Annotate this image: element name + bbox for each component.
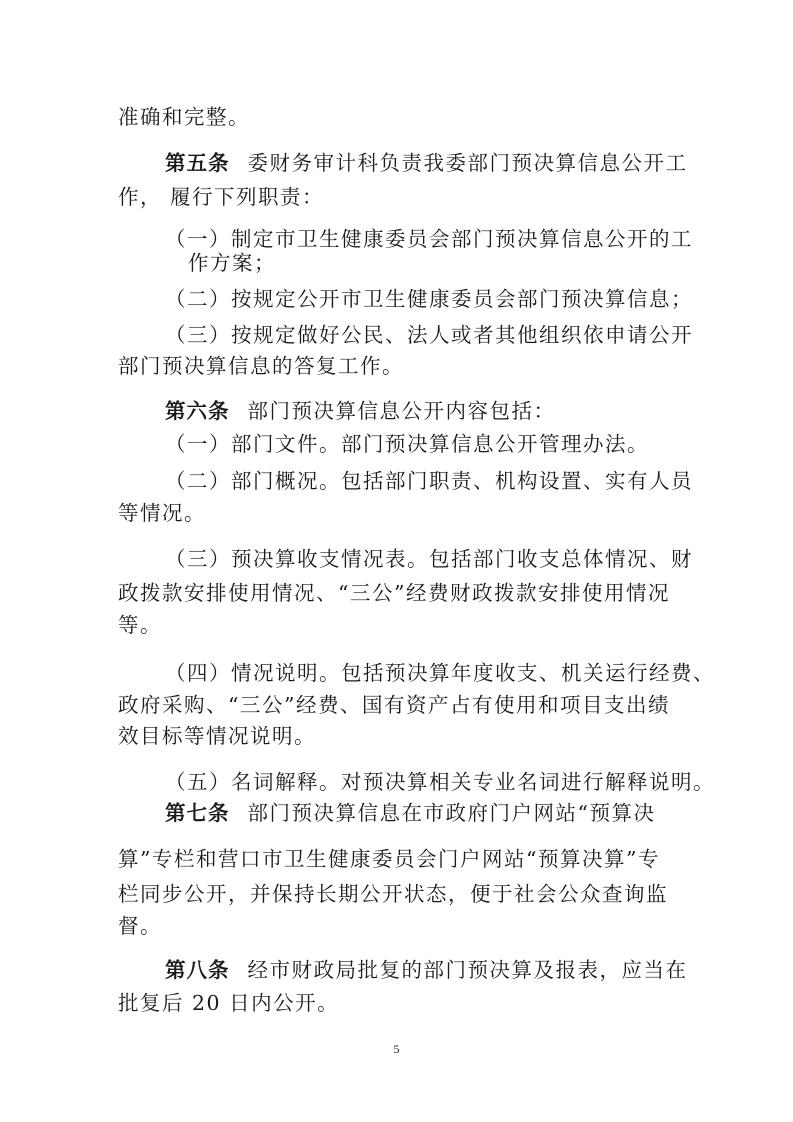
article-line: 第八条 经市财政局批复的部门预决算及报表，应当在: [165, 958, 688, 982]
article-heading: 第七条: [165, 801, 230, 825]
text-line: （一）制定市卫生健康委员会部门预决算信息公开的工: [165, 227, 693, 251]
text-line: （二）部门概况。包括部门职责、机构设置、实有人员: [165, 469, 693, 493]
text-line: 部门预决算信息的答复工作。: [118, 354, 404, 378]
text-line: 等。: [118, 613, 162, 637]
text-line: （一）部门文件。部门预决算信息公开管理办法。: [165, 432, 649, 456]
text-line: 效目标等情况说明。: [118, 724, 316, 748]
text-line: 批复后 20 日内公开。: [118, 991, 340, 1015]
text-line: 算”专栏和营口市卫生健康委员会门户网站“预算决算”专: [118, 847, 660, 871]
article-line: 第七条 部门预决算信息在市政府门户网站“预算决: [165, 801, 656, 825]
text-line: 督。: [118, 914, 162, 938]
text-line: 政拨款安排使用情况、“三公”经费财政拨款安排使用情况: [118, 581, 670, 605]
article-line: 第六条 部门预决算信息公开内容包括：: [165, 399, 556, 423]
text-line: 作， 履行下列职责：: [118, 185, 325, 209]
text-line: 栏同步公开，并保持长期公开状态，便于社会公众查询监: [118, 882, 668, 906]
page-number: 5: [393, 1042, 400, 1056]
text-line: （四）情况说明。包括预决算年度收支、机关运行经费、: [165, 661, 715, 685]
text-line: 作方案；: [188, 251, 276, 275]
article-heading: 第六条: [165, 399, 230, 423]
text-line: 准确和完整。: [118, 105, 250, 129]
text-line: （二）按规定公开市卫生健康委员会部门预决算信息；: [165, 287, 693, 311]
text-line: 政府采购、“三公”经费、国有资产占有使用和项目支出绩: [118, 693, 670, 717]
text-line: （三）预决算收支情况表。包括部门收支总体情况、财: [165, 547, 693, 571]
text-line: 等情况。: [118, 501, 206, 525]
article-heading: 第八条: [165, 958, 230, 982]
article-heading: 第五条: [165, 151, 230, 175]
text-line: （五）名词解释。对预决算相关专业名词进行解释说明。: [165, 770, 715, 794]
article-line: 第五条 委财务审计科负责我委部门预决算信息公开工: [165, 151, 688, 175]
text-line: （三）按规定做好公民、法人或者其他组织依申请公开: [165, 323, 693, 347]
